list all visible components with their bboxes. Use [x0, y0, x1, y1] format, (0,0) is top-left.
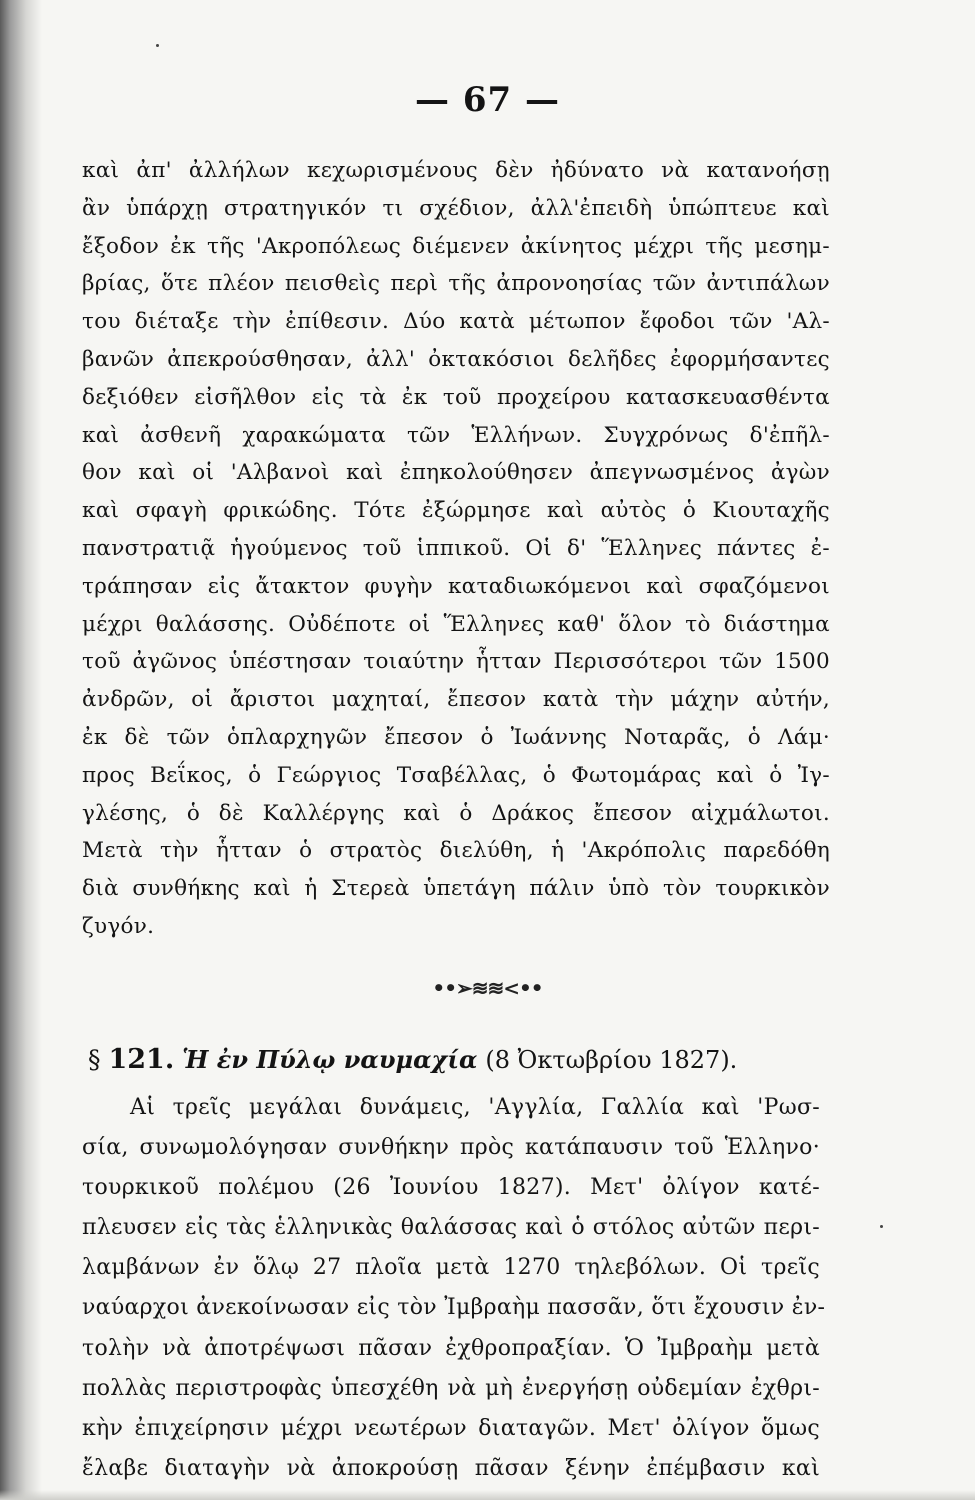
text-line: Μετὰ τὴν ἧτταν ὁ στρατὸς διελύθη, ἡ 'Ακρόπολις παρεδόθη	[82, 838, 830, 864]
text-line: ἔξοδον ἐκ τῆς 'Ακροπόλεως διέμενεν ἀκίνητος μέχρι τῆς μεσημ-	[82, 233, 830, 259]
page-bottom-shadow	[0, 1490, 975, 1500]
section-divider-ornament: ••➢≋≋<••	[432, 976, 543, 1000]
text-line: τοῦ ἀγῶνος ὑπέστησαν τοιαύτην ἧτταν Περισσότεροι τῶν 1500	[82, 649, 830, 675]
page-edge-shadow	[0, 0, 42, 1500]
section-text-line: τουρκικοῦ πολέμου (26 Ἰουνίου 1827). Μετ' ὀλίγον κατέ-	[82, 1175, 820, 1201]
text-line: ἂν ὑπάρχῃ στρατηγικόν τι σχέδιον, ἀλλ'ἐπειδὴ ὑπώπτευε καὶ	[82, 195, 830, 221]
section-text-line: πλευσεν εἰς τὰς ἑλληνικὰς θαλάσσας καὶ ὁ στόλος αὐτῶν περι-	[82, 1215, 820, 1241]
section-text-line: κὴν ἐπιχείρησιν μέχρι νεωτέρων διαταγῶν. Μετ' ὀλίγον ὅμως	[82, 1415, 820, 1441]
section-text-line: λαμβάνων ἐν ὅλῳ 27 πλοῖα μετὰ 1270 τηλεβόλων. Οἱ τρεῖς	[82, 1255, 820, 1281]
section-text-line: ἔλαβε διαταγὴν νὰ ἀποκρούσῃ πᾶσαν ξένην ἐπέμβασιν καὶ	[82, 1455, 820, 1481]
section-text-line: ναύαρχοι ἀνεκοίνωσαν εἰς τὸν Ἰμβραὴμ πασσᾶν, ὅτι ἔχουσιν ἐν-	[82, 1295, 826, 1321]
paper-speck	[880, 1225, 883, 1228]
section-symbol: §	[88, 1045, 101, 1074]
text-line: ἀνδρῶν, οἱ ἄριστοι μαχηταί, ἔπεσον κατὰ τὴν μάχην αὐτήν,	[82, 687, 830, 713]
section-text-line: Αἱ τρεῖς μεγάλαι δυνάμεις, 'Αγγλία, Γαλλία καὶ 'Ρωσ-	[130, 1095, 820, 1120]
text-line: καὶ σφαγὴ φρικώδης. Τότε ἐξώρμησε καὶ αὐτὸς ὁ Κιουταχῆς	[82, 498, 830, 524]
text-line: προς Βεΐκος, ὁ Γεώργιος Τσαβέλλας, ὁ Φωτομάρας καὶ ὁ Ἰγ-	[82, 762, 830, 788]
text-line: βρίας, ὅτε πλέον πεισθεὶς περὶ τῆς ἀπρονοησίας τῶν ἀντιπάλων	[82, 271, 830, 297]
text-line: ζυγόν.	[82, 913, 155, 939]
text-line: του διέταξε τὴν ἐπίθεσιν. Δύο κατὰ μέτωπον ἔφοδοι τῶν 'Αλ-	[82, 309, 830, 335]
section-text-line: τολὴν νὰ ἀποτρέψωσι πᾶσαν ἐχθροπραξίαν. Ὁ Ἰμβραὴμ μετὰ	[82, 1335, 820, 1361]
text-line: καὶ ἀπ' ἀλλήλων κεχωρισμένους δὲν ἠδύνατο νὰ κατανοήσῃ	[82, 158, 830, 183]
section-text-block	[82, 1088, 826, 1489]
section-text-line: σία, συνωμολόγησαν συνθήκην πρὸς κατάπαυσιν τοῦ Ἑλληνο·	[82, 1135, 820, 1161]
page-number: — 67 —	[415, 80, 560, 120]
text-line: τράπησαν εἰς ἄτακτον φυγὴν καταδιωκόμενοι καὶ σφαζόμενοι	[82, 573, 830, 599]
section-title: Ἡ ἐν Πύλῳ ναυμαχία	[182, 1045, 478, 1074]
text-line: γλέσης, ὁ δὲ Καλλέργης καὶ ὁ Δράκος ἔπεσον αἰχμάλωτοι.	[82, 800, 830, 826]
text-line: πανστρατιᾷ ἡγούμενος τοῦ ἱππικοῦ. Οἱ δ' Ἕλληνες πάντες ἐ-	[82, 535, 830, 561]
text-line: δεξιόθεν εἰσῆλθον εἰς τὰ ἐκ τοῦ προχείρου κατασκευασθέντα	[82, 384, 830, 410]
section-heading	[88, 1040, 830, 1080]
text-line: βανῶν ἀπεκρούσθησαν, ἀλλ' ὀκτακόσιοι δελῆδες ἐφορμήσαντες	[82, 346, 830, 372]
section-text-line: πολλὰς περιστροφὰς ὑπεσχέθη νὰ μὴ ἐνεργήσῃ οὐδεμίαν ἐχθρι-	[82, 1375, 820, 1401]
section-number: 121.	[108, 1044, 175, 1075]
text-line: ἐκ δὲ τῶν ὁπλαρχηγῶν ἔπεσον ὁ Ἰωάννης Νοταρᾶς, ὁ Λάμ·	[82, 724, 830, 750]
text-line: θον καὶ οἱ 'Αλβανοὶ καὶ ἐπηκολούθησεν ἀπεγνωσμένος ἀγὼν	[82, 460, 830, 486]
text-line: μέχρι θαλάσσης. Οὐδέποτε οἱ Ἕλληνες καθ' ὅλον τὸ διάστημα	[82, 611, 830, 637]
text-line: καὶ ἀσθενῆ χαρακώματα τῶν Ἑλλήνων. Συγχρόνως δ'ἐπῆλ-	[82, 422, 830, 448]
main-text-block	[82, 152, 830, 946]
text-line: διὰ συνθήκης καὶ ἡ Στερεὰ ὑπετάγη πάλιν ὑπὸ τὸν τουρκικὸν	[82, 876, 830, 902]
paper-speck	[156, 44, 159, 47]
section-date: (8 Ὀκτωβρίου 1827).	[485, 1046, 738, 1074]
